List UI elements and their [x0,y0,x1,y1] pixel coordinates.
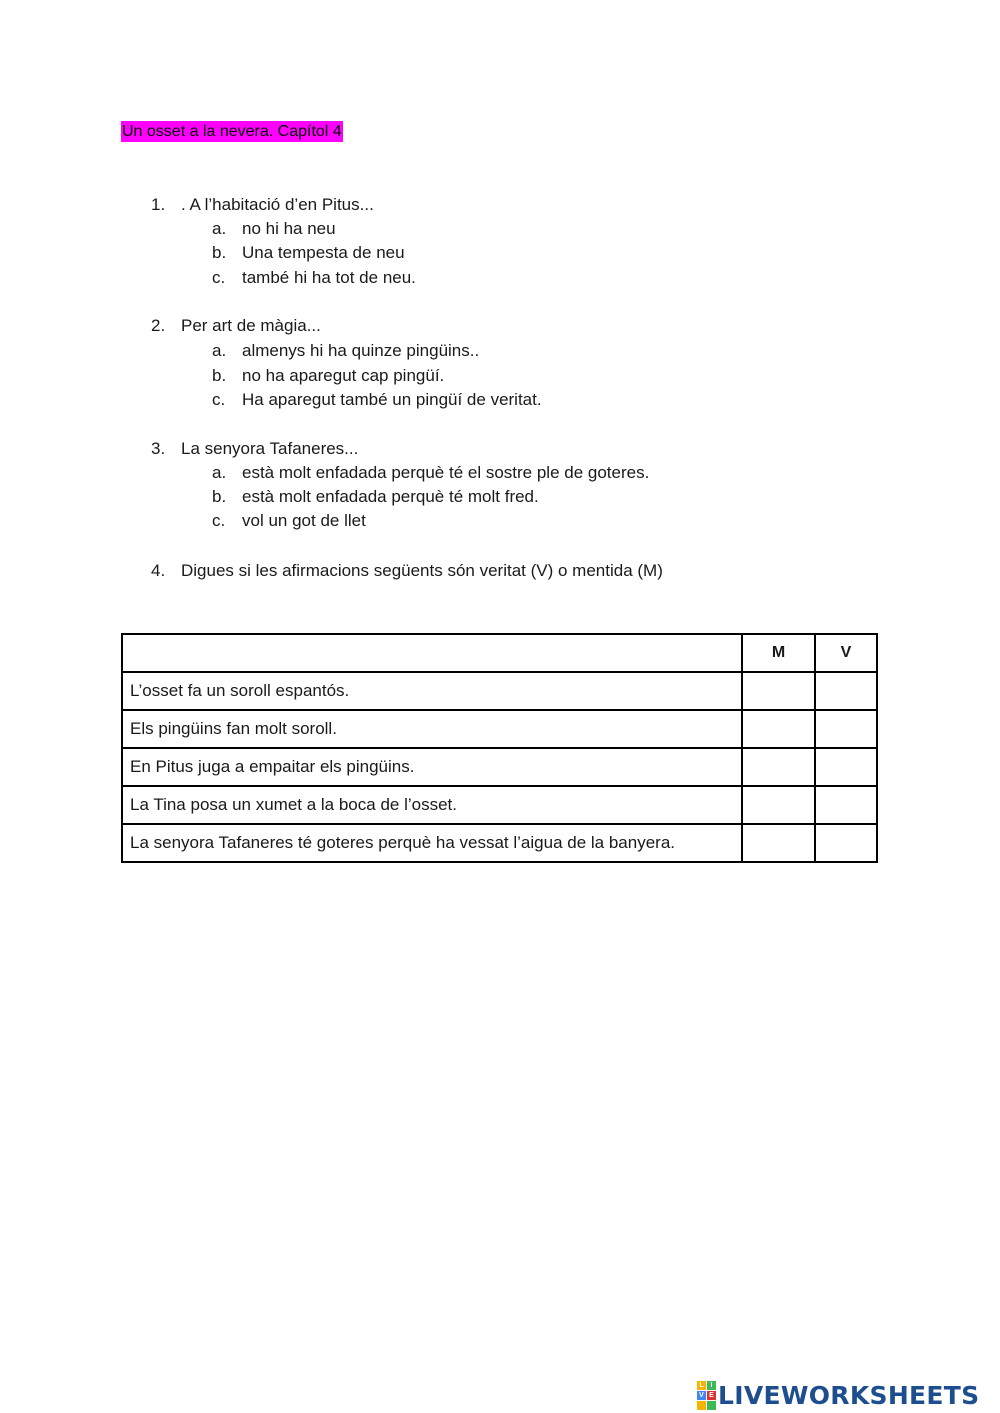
answer-cell-m[interactable] [742,824,815,862]
option-text: almenys hi ha quinze pingüins.. [242,341,480,360]
statement-cell: En Pitus juga a empaitar els pingüins. [122,748,742,786]
option-letter: a. [212,219,227,238]
option-text: no ha aparegut cap pingüí. [242,366,445,385]
logo-cell: V [697,1391,706,1400]
table-row [122,710,877,748]
statement-cell: La senyora Tafaneres té goteres perquè ha vessat l’aigua de la banyera. [122,824,742,862]
option-text: també hi ha tot de neu. [242,268,416,287]
header-m: M [742,634,815,672]
option-text: Una tempesta de neu [242,243,405,262]
table-row [122,786,877,824]
answer-cell-v[interactable] [815,672,877,710]
true-false-table [121,633,878,863]
question-text: La senyora Tafaneres... [181,439,359,458]
answer-cell-m[interactable] [742,748,815,786]
worksheet-title: Un osset a la nevera. Capítol 4 [122,123,342,140]
question-number: 1. [151,195,166,214]
logo-cell: E [707,1391,716,1400]
question-number: 4. [151,561,166,580]
option-letter: b. [212,366,227,385]
option-text: vol un got de llet [242,511,366,530]
logo-cell: I [707,1381,716,1390]
answer-cell-v[interactable] [815,786,877,824]
logo-cell [697,1401,706,1410]
table-row [122,672,877,710]
option-letter: a. [212,463,227,482]
option-letter: b. [212,487,227,506]
logo-cell: L [697,1381,706,1390]
answer-cell-m[interactable] [742,786,815,824]
option-text: està molt enfadada perquè té el sostre ple de goteres. [242,463,650,482]
header-v: V [815,634,877,672]
question-text: . A l’habitació d’en Pitus... [181,195,374,214]
option-text: no hi ha neu [242,219,336,238]
header-statement [122,634,742,672]
answer-cell-v[interactable] [815,824,877,862]
option-text: Ha aparegut també un pingüí de veritat. [242,390,542,409]
logo-cell [707,1401,716,1410]
table-row [122,824,877,862]
answer-cell-m[interactable] [742,672,815,710]
option-letter: c. [212,268,226,287]
statement-cell: Els pingüins fan molt soroll. [122,710,742,748]
question-text: Per art de màgia... [181,316,321,335]
option-letter: a. [212,341,227,360]
answer-cell-v[interactable] [815,710,877,748]
table-row [122,748,877,786]
logo-mark-icon [697,1381,716,1410]
option-letter: b. [212,243,227,262]
question-text: Digues si les afirmacions següents són veritat (V) o mentida (M) [181,561,663,580]
statement-cell: La Tina posa un xumet a la boca de l’osset. [122,786,742,824]
option-text: està molt enfadada perquè té molt fred. [242,487,539,506]
option-letter: c. [212,511,226,530]
question-number: 2. [151,316,166,335]
answer-cell-v[interactable] [815,748,877,786]
statement-cell: L’osset fa un soroll espantós. [122,672,742,710]
logo-text: LIVEWORKSHEETS [718,1380,980,1410]
liveworksheets-logo[interactable] [697,1381,979,1409]
table-header-row [122,634,877,672]
option-letter: c. [212,390,226,409]
question-number: 3. [151,439,166,458]
answer-cell-m[interactable] [742,710,815,748]
